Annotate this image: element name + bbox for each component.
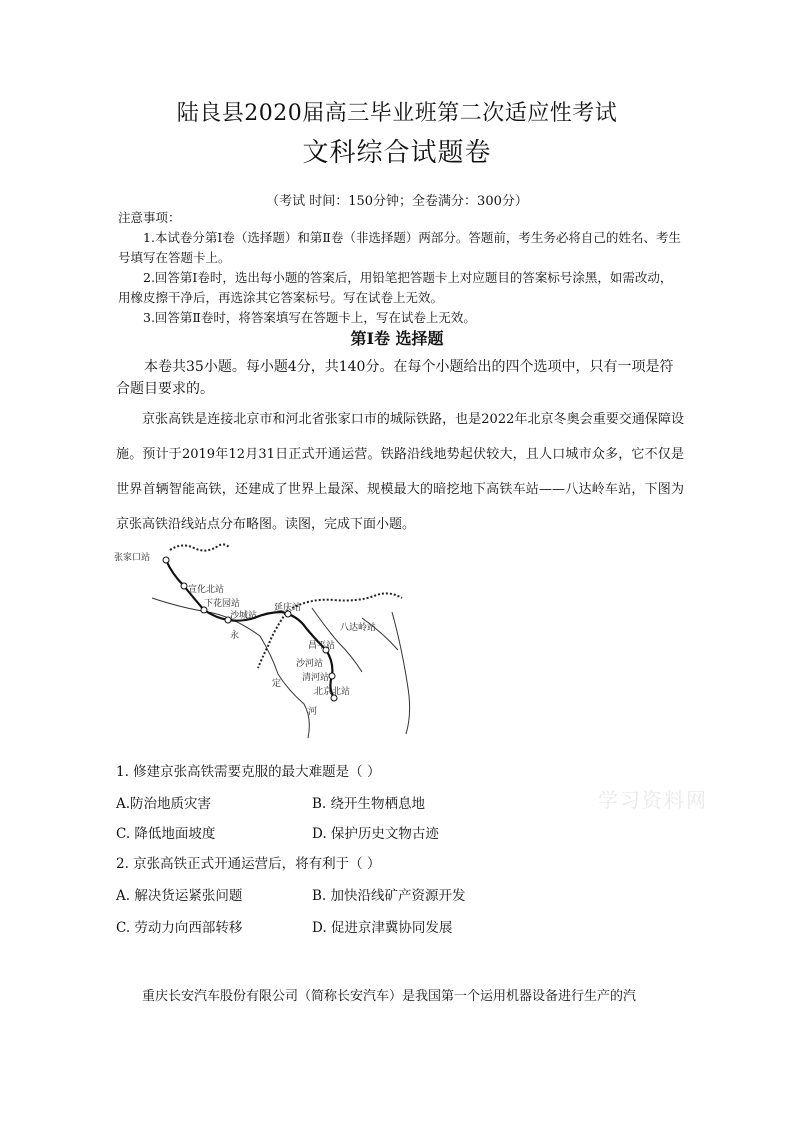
option: C. 劳动力向西部转移: [116, 920, 243, 936]
option: A. 解决货运紧张问题: [116, 888, 243, 904]
next-passage: 重庆长安汽车股份有限公司（简称长安汽车）是我国第一个运用机器设备进行生产的汽: [142, 989, 637, 1004]
option: B. 加快沿线矿产资源开发: [312, 888, 466, 904]
option: B. 绕开生物栖息地: [312, 796, 426, 812]
option: A.防治地质灾害: [116, 796, 212, 812]
option: D. 保护历史文物古迹: [312, 826, 439, 842]
option: C. 降低地面坡度: [116, 826, 216, 842]
note-item: 3.回答第Ⅱ卷时，将答案填写在答题卡上，写在试卷上无效。: [143, 310, 476, 325]
section-intro: [116, 356, 684, 400]
map-label: 延庆站: [274, 603, 302, 613]
passage: [116, 402, 684, 542]
great-wall-line: [292, 593, 402, 608]
map-label: 昌平站: [308, 641, 336, 651]
exam-title: 陆良县2020届高三毕业班第二次适应性考试: [176, 101, 618, 126]
note-item: 2.回答第Ⅰ卷时，选出每小题的答案后，用铅笔把答题卡上对应题目的答案标号涂黑，如需改动，用橡皮擦干净后，再选涂其它答案标号。写在试卷上无效。: [118, 270, 673, 305]
map-label: 八达岭站: [340, 623, 377, 633]
map-label: 北京北站: [314, 687, 351, 697]
passage-text: 京张高铁是连接北京市和河北省张家口市的城际铁路，也是2022年北京冬奥会重要交通保障设施。预计于2019年12月31日正式开通运营。铁路沿线地势起伏较大，且人口城市众多，它不仅是世界首辆智能高铁，还建成了世界上最深、规模最大的暗挖地下高铁车站——八达岭车站，下图为京张高铁沿线站点分布略图。读图，完成下面小题。: [116, 412, 684, 532]
map-label: 宣化北站: [188, 585, 225, 595]
river: [392, 612, 410, 734]
map-label: 沙城站: [230, 611, 258, 621]
map-label: 张家口站: [114, 553, 151, 563]
map-label: 定: [272, 679, 282, 689]
notes-section: [118, 208, 682, 328]
map-label: 清河站: [302, 673, 330, 683]
map-label: 永: [230, 631, 240, 641]
map-label: 下花园站: [204, 599, 241, 609]
map-label: 沙河站: [296, 659, 324, 669]
exam-info: （考试 时间：150分钟；全卷满分：300分）: [266, 194, 528, 209]
notes-heading: 注意事项：: [118, 210, 181, 225]
question-stem: 1. 修建京张高铁需要克服的最大难题是（ ）: [116, 764, 381, 780]
great-wall-line: [170, 544, 230, 550]
section-title: 第Ⅰ卷 选择题: [350, 329, 444, 348]
great-wall-line: [258, 610, 288, 668]
paper-title: 文科综合试题卷: [302, 138, 492, 168]
watermark: 学习资料网: [598, 788, 708, 812]
station-dot: [163, 557, 169, 563]
section-intro-text: 本卷共35小题。每小题4分，共140分。在每个小题给出的四个选项中，只有一项是符合题目要求的。: [116, 359, 674, 397]
station-dot: [181, 583, 187, 589]
option: D. 促进京津冀协同发展: [312, 920, 453, 936]
station-dot: [329, 673, 335, 679]
note-item: 1.本试卷分第Ⅰ卷（选择题）和第Ⅱ卷（非选择题）两部分。答题前，考生务必将自己的姓名、考生号填写在答题卡上。: [118, 230, 681, 265]
railway-map: [112, 538, 428, 740]
map-label: 河: [308, 707, 318, 717]
question-stem: 2. 京张高铁正式开通运营后，将有利于（ ）: [116, 856, 381, 872]
